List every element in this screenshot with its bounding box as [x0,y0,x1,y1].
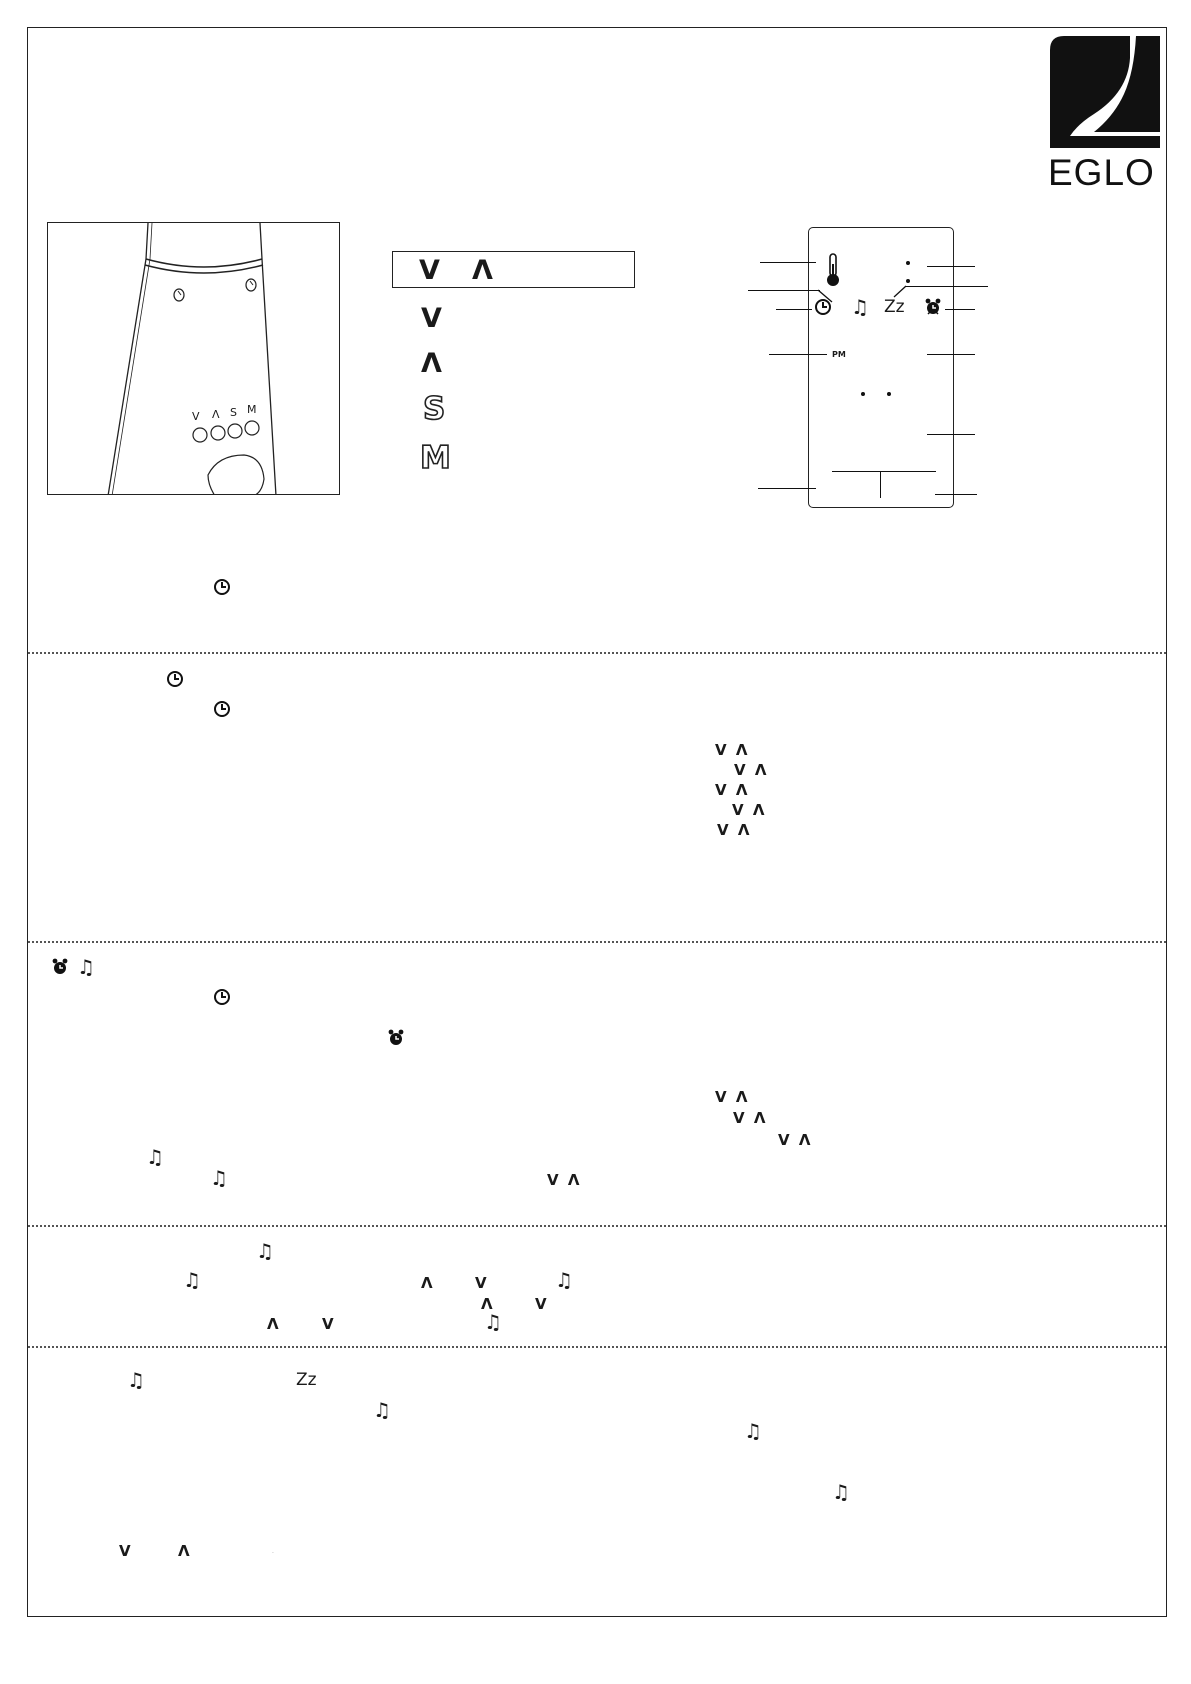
alarm-clock-icon [51,958,69,976]
device-illustration [47,222,340,495]
lcd-bottom-divider [880,472,881,498]
arrow-pair: V Λ [732,801,767,819]
section-separator [28,1346,1166,1348]
illustration-label-up: Λ [212,408,220,421]
music-note-icon: ♫ [127,1368,145,1392]
lcd-pm: PM [832,350,846,359]
arrow-pair: V Λ [734,761,769,779]
callout-clock-bend [818,288,838,304]
arrow-pair: V Λ [717,821,752,839]
arrow-pair: V Λ [715,781,750,799]
callout-bottom-left [758,488,816,489]
down-glyph: V [322,1315,334,1333]
legend-set-row: S [423,391,446,427]
up-glyph: Λ [267,1315,279,1333]
lamp-body-drawing [48,223,340,495]
section-separator [28,1225,1166,1227]
callout-clock [776,309,812,310]
legend-down-row: V [421,303,442,334]
illustration-label-down: V [192,410,200,423]
music-note-icon: ♫ [484,1310,502,1334]
arrow-pair: V Λ [778,1131,813,1149]
legend-up-glyph: Λ [472,255,493,286]
legend-mode-row: M [420,440,451,476]
clock-icon [213,700,231,718]
down-glyph: V [475,1274,487,1292]
up-glyph: Λ [178,1542,190,1560]
music-note-icon: ♫ [555,1268,573,1292]
lcd-time-dot-1 [861,392,865,396]
callout-zz-top [906,286,988,287]
lcd-dot-bottom [906,279,910,283]
lcd-snooze: Zz [884,297,905,317]
down-glyph: V [119,1542,131,1560]
up-glyph: Λ [481,1295,493,1313]
illustration-label-mode: M [247,403,257,416]
callout-dots [927,266,975,267]
music-note-icon: ♫ [256,1239,274,1263]
music-note-icon: ♫ [183,1268,201,1292]
lcd-bottom-rule [832,471,936,472]
music-note-icon: ♫ [832,1480,850,1504]
up-glyph: Λ [421,1274,433,1292]
clock-icon [166,670,184,688]
lcd-dot-top [906,261,910,265]
clock-icon [213,578,231,596]
snooze-label: Zz [296,1370,317,1390]
callout-thermometer [760,262,816,263]
music-note-icon: ♫ [744,1419,762,1443]
lcd-time-dot-2 [887,392,891,396]
eglo-logo-icon [1050,36,1160,148]
alarm-clock-icon [924,298,942,316]
callout-pm-right [927,354,975,355]
music-note-icon: ♫ [210,1166,228,1190]
legend-down-glyph: V [419,255,440,286]
arrow-pair: V Λ [715,741,750,759]
callout-bottom-right [935,494,977,495]
callout-zz-bend [892,285,910,299]
illustration-label-set: S [230,406,237,419]
music-note-icon: ♫ [146,1145,164,1169]
clock-icon [213,988,231,1006]
music-note-icon: ♫ [851,295,869,319]
callout-right-mid [927,434,975,435]
brand-name: EGLO [1048,152,1155,193]
music-note-icon: ♫ [77,955,95,979]
callout-alarm [945,309,975,310]
down-glyph: V [535,1295,547,1313]
music-note-icon: ♫ [373,1398,391,1422]
arrow-pair: V Λ [547,1171,582,1189]
callout-clock-top [748,290,820,291]
legend-up-row: Λ [421,348,442,379]
section-separator [28,941,1166,943]
thermometer-icon [824,252,842,288]
faint-mark: . [272,1548,274,1555]
arrow-pair: V Λ [715,1088,750,1106]
arrow-pair: V Λ [733,1109,768,1127]
section-separator [28,652,1166,654]
callout-pm [769,354,827,355]
alarm-clock-icon [387,1029,405,1047]
